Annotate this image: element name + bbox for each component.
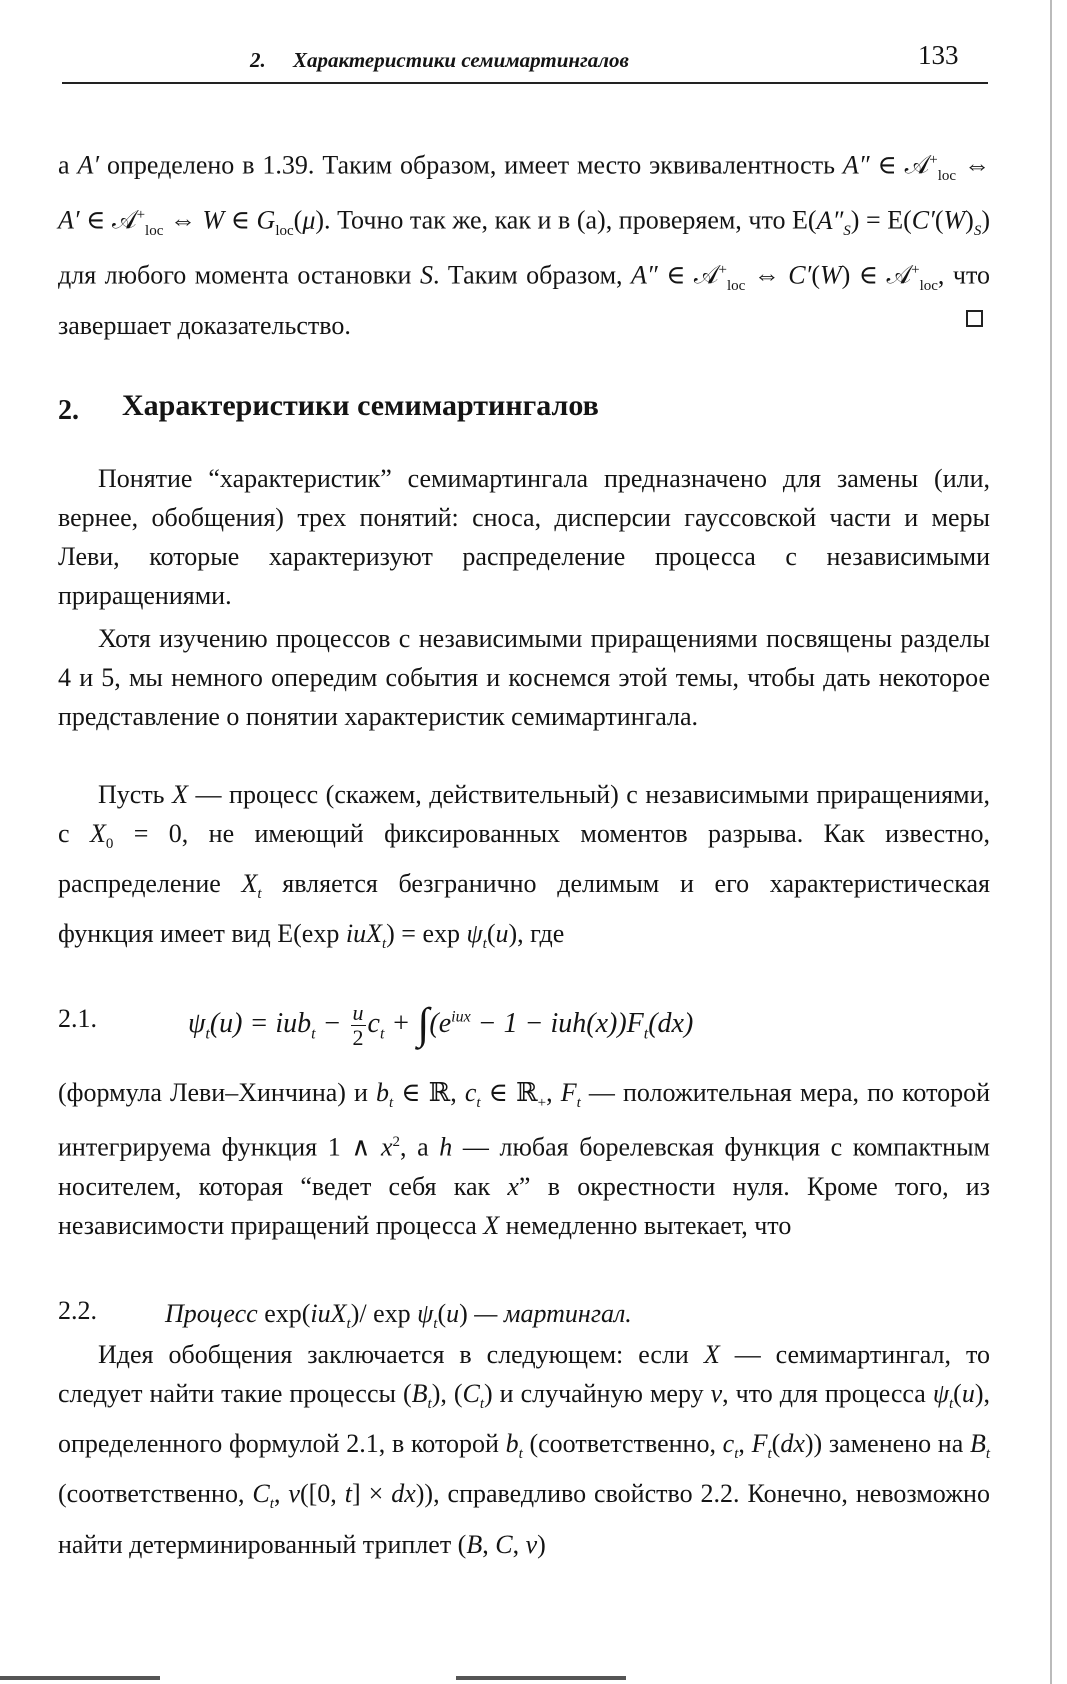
section-title: Характеристики семимартингалов [122, 389, 599, 422]
section-number: 2. [58, 395, 79, 426]
equation-label-2-1: 2.1. [58, 1004, 97, 1033]
paragraph-process-x: Пусть X — процесс (скажем, действительный) с независимыми приращениями, с $X_0 = 0$, не имеющий фиксированных моментов разрыва. Как известно, распределение $X_t$ является безгранично делимым и его характеристическая функция имеет вид E(exp $iuX_t) = \exp \psi_t(u)$, где [58, 780, 990, 953]
paragraph-proof-end: а A′ определено в 1.39. Таким образом, имеет место эквивалентность A″ ∈ 𝒜+$_{loc}$ ⇔ A′ ∈ 𝒜+$_{loc}$ ⇔ W ∈ $G_{loc}(\mu)$. Точно так же, как и в (a), проверяем, что $E(A''_S) = E(C'(W)_S)$ для любого момента остановки S. Таким образом, A″ ∈ 𝒜+$_{loc}$ ⇔ C′(W) ∈ 𝒜+$_{loc}$, что завершает доказательство. [58, 150, 991, 340]
running-header-text: Характеристики семимартингалов [293, 48, 629, 72]
paragraph-independent-increments: Хотя изучению процессов с независимыми приращениями посвящены разделы 4 и 5, мы немного опередим события и коснемся этой темы, чтобы дать некоторое представление о понятии характеристик семимартингала. [58, 624, 990, 731]
levy-khintchine-formula: $\psi_t(u) = iub_t$ − $\frac{u}{2}$ $c_t + \int(e^{iux} - 1 - iuh(x))F_t(dx)$ [188, 999, 694, 1051]
page-number: 133 [918, 40, 959, 70]
paragraph-levy-khintchine: (формула Леви–Хинчина) и $b_t$ ∈ ℝ, $c_t$ ∈ ℝ$_+$, $F_t$ — положительная мера, по которой интегрируема функция 1 ∧ $x^2$, а h — любая борелевская функция с компактным носителем, которая “ведет себя как x” в окрестности нуля. Кроме того, из независимости приращений процесса X немедленно вытекает, что [58, 1078, 991, 1240]
paragraph-characteristics-intro: Понятие “характеристик” семимартингала предназначено для замены (или, вернее, обобщения) трех понятий: сноса, дисперсии гауссовской части и меры Леви, которые характеризуют распределение процесса с независимыми приращениями. [58, 464, 990, 610]
running-header-title [250, 48, 770, 73]
statement-label-2-2: 2.2. [58, 1296, 97, 1325]
header-rule [62, 82, 988, 84]
scan-edge-line [1050, 0, 1052, 1684]
statement-2-2-text: Процесс exp(iuX$_t$)/ $\exp \psi_t(u)$ — мартингал. [165, 1299, 632, 1333]
scan-bottom-mark-left [0, 1676, 160, 1680]
running-header-number: 2. [250, 48, 266, 72]
scan-bottom-mark-center [456, 1676, 626, 1680]
paragraph-generalization-idea: Идея обобщения заключается в следующем: если X — семимартингал, то следует найти такие процессы $(B_t)$, $(C_t)$ и случайную меру ν, что для процесса $\psi_t(u)$, определенного формулой 2.1, в которой $b_t$ (соответственно, $c_t$, $F_t(dx)$) заменено на $B_t$ (соответственно, $C_t$, ν([0, t] × dx)), справедливо свойство 2.2. Конечно, невозможно найти детерминированный триплет (B, C, ν) [58, 1340, 990, 1559]
qed-square [966, 310, 983, 327]
